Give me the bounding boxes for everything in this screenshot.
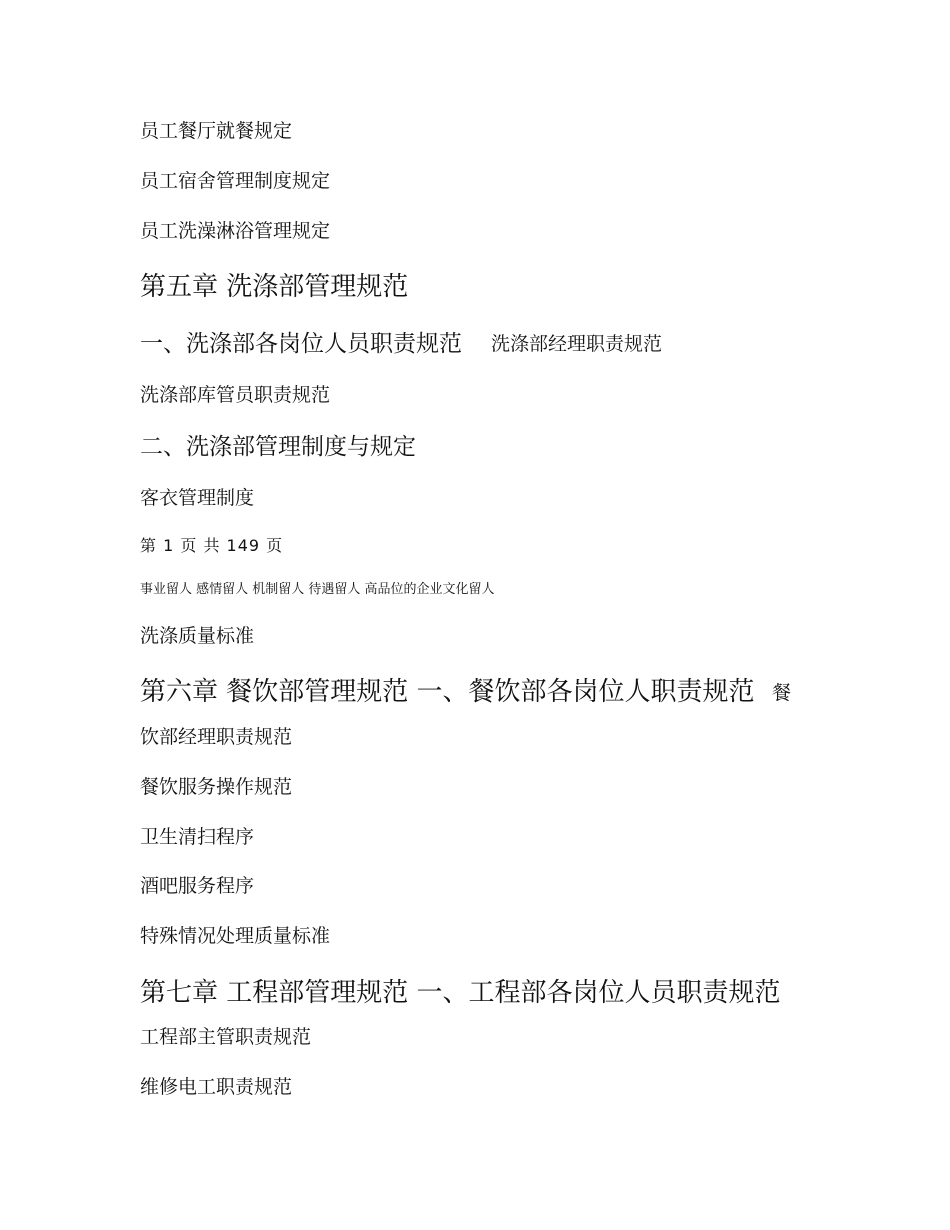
- section-heading: 二、洗涤部管理制度与规定: [140, 434, 416, 460]
- footer-slogan: 事业留人 感情留人 机制留人 待遇留人 高品位的企业文化留人: [140, 582, 495, 597]
- toc-item: 酒吧服务程序: [140, 875, 255, 897]
- chapter-heading: 第五章 洗涤部管理规范: [140, 272, 409, 302]
- toc-item: 餐饮服务操作规范: [140, 776, 293, 798]
- toc-item: 客衣管理制度: [140, 487, 255, 509]
- toc-item: 维修电工职责规范: [140, 1076, 293, 1098]
- chapter-heading: 第七章 工程部管理规范 一、工程部各岗位人员职责规范: [140, 978, 781, 1008]
- toc-item: 特殊情况处理质量标准: [140, 925, 331, 947]
- toc-item: 洗涤部经理职责规范: [491, 333, 663, 355]
- toc-item: 员工餐厅就餐规定: [140, 120, 293, 142]
- toc-item: 洗涤质量标准: [140, 625, 255, 647]
- toc-item: 工程部主管职责规范: [140, 1026, 312, 1048]
- toc-item: 员工宿舍管理制度规定: [140, 170, 331, 192]
- section-heading: 一、洗涤部各岗位人员职责规范: [140, 331, 462, 357]
- toc-item-start: 餐: [772, 682, 792, 704]
- page-number: 第 1 页 共 149 页: [140, 536, 284, 555]
- toc-item: 饮部经理职责规范: [140, 726, 293, 748]
- toc-item: 洗涤部库管员职责规范: [140, 384, 331, 406]
- chapter-heading: 第六章 餐饮部管理规范 一、餐饮部各岗位人职责规范: [140, 677, 755, 707]
- toc-item: 员工洗澡淋浴管理规定: [140, 220, 331, 242]
- toc-item: 卫生清扫程序: [140, 826, 255, 848]
